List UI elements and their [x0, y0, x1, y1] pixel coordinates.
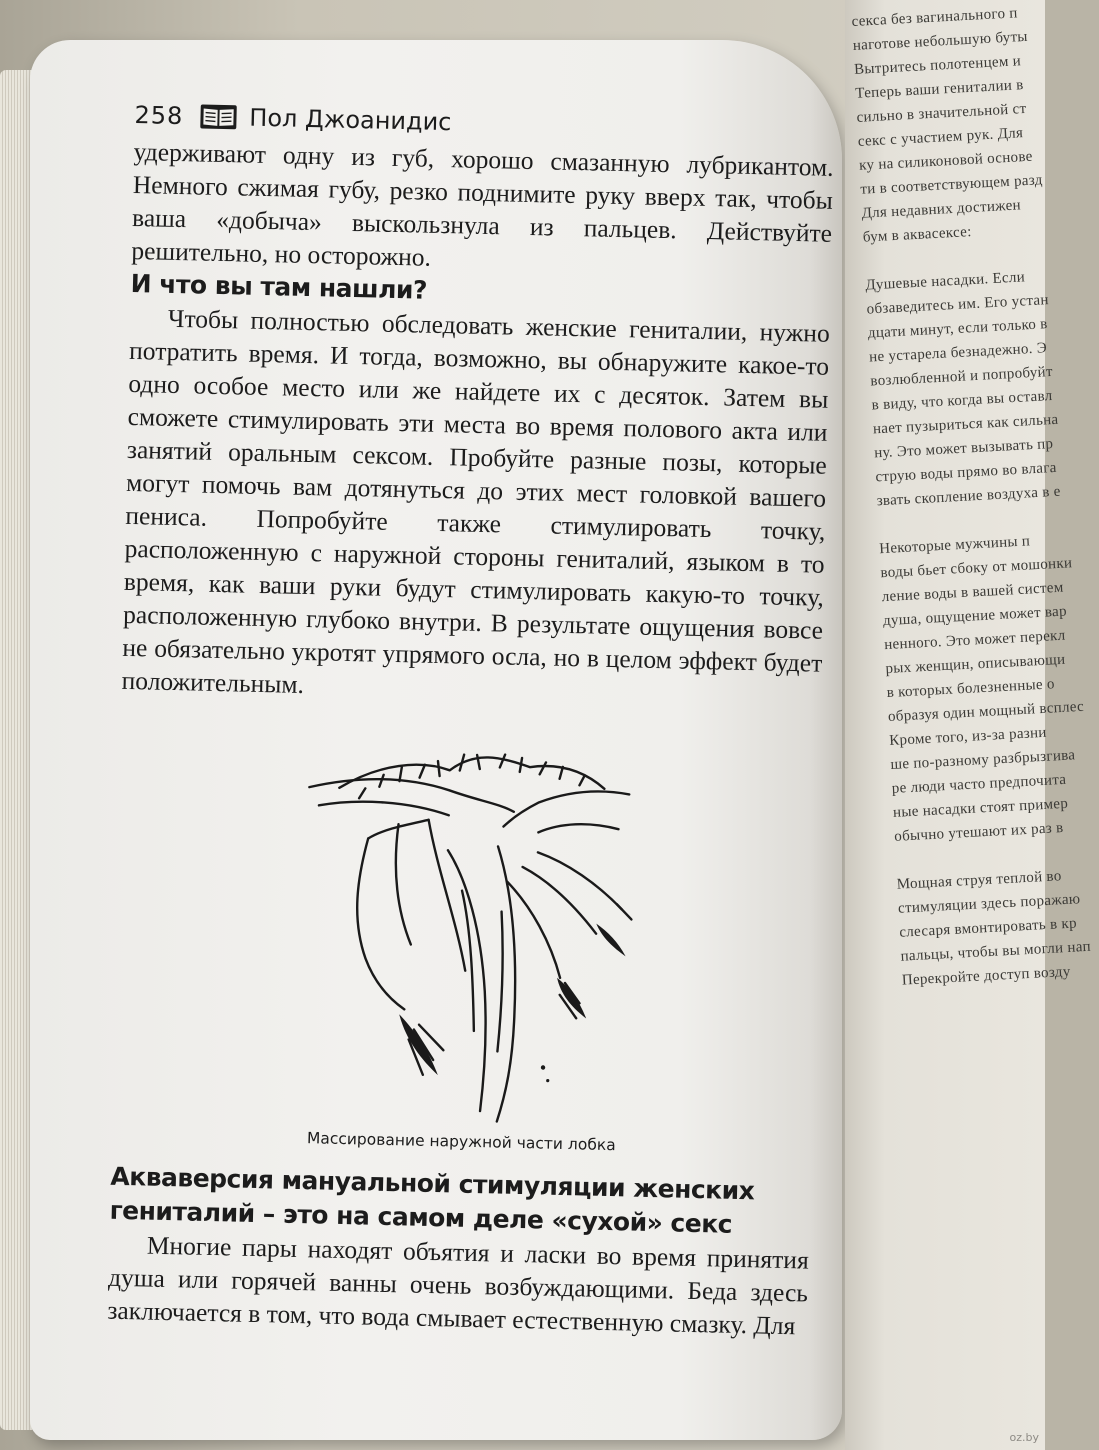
facing-line: секса без вагинального п — [851, 5, 1019, 30]
section-paragraph-found: Чтобы полностью обследовать женские гениталии, нужно потратить время. И тогда, возможно, вы обнаружите какое-то одно особое место или же найдете их с десяток. Затем вы сможете стимулировать эти места во время полового акта или занятий оральным сексом. Пробуйте разные позы, которые могут помочь вам дотянуться до этих мест головкой вашего пениса. Попробуйте также стимулировать точку, расположенную с наружной стороны гениталий, языком в то время, как ваши руки будут стимулировать какую-то точку, расположенную глубоко внутри. В результате ощущения вовсе не обязательно укротят упрямого осла, но в целом эффект будет положительным. — [121, 303, 831, 699]
facing-line: сильно в значительной ст — [856, 100, 1027, 126]
facing-line: Перекройте доступ возду — [901, 963, 1071, 989]
facing-line: Некоторые мужчины п — [878, 533, 1031, 558]
facing-line: Кроме того, из-за разни — [888, 724, 1048, 749]
facing-line: ку на силиконовой основе — [858, 148, 1034, 174]
facing-line: нает пузыриться как сильна — [872, 411, 1059, 438]
facing-page-text — [851, 0, 1092, 993]
book-logo-icon — [199, 103, 238, 130]
section-paragraph-aqua: Многие пары находят объятия и ласки во время принятия душа или горячей ванны очень возбуждающими. Беда здесь заключается в том, что вода смывает естественную смазку. Для — [107, 1230, 810, 1341]
line-drawing-hand-illustration — [292, 727, 641, 1135]
facing-line: возлюбленной и попробуйт — [870, 363, 1054, 390]
watermark: oz.by — [1009, 1431, 1039, 1444]
facing-line: рых женщин, описывающи — [885, 651, 1066, 678]
facing-line: воды бьет сбоку от мошонки — [880, 555, 1073, 582]
facing-line: слесаря вмонтировать в кр — [898, 915, 1078, 941]
continued-paragraph: удерживают одну из губ, хорошо смазанную лубрикантом. Немного сжимая губу, резко поднимите руку вверх так, чтобы ваша «добыча» выскользнула из пальцев. Действуйте решительно, но осторожно. — [131, 136, 834, 272]
facing-line: в которых болезненные о — [886, 676, 1056, 702]
facing-line: наготове небольшую буты — [852, 28, 1029, 54]
facing-line: стимуляции здесь поражаю — [897, 891, 1081, 917]
facing-line: обычно утешают их раз в — [893, 820, 1064, 845]
facing-line: ре люди часто предпочита — [891, 771, 1067, 797]
facing-line: Теперь ваши гениталии в — [854, 77, 1024, 102]
facing-line: секс с участием рук. Для — [857, 125, 1024, 150]
facing-page — [845, 0, 1092, 1450]
facing-line: ление воды в вашей систем — [881, 579, 1064, 606]
facing-line: Вытритесь полотенцем и — [853, 53, 1022, 78]
facing-line: ненного. Это может перекл — [883, 627, 1066, 654]
facing-line: образуя один мощный всплес — [887, 698, 1085, 726]
facing-line: струю воды прямо во влага — [875, 459, 1058, 486]
section-heading-found: И что вы там нашли? — [130, 268, 428, 305]
facing-line: звать скопление воздуха в е — [876, 483, 1062, 510]
section-heading-aqua: Акваверсия мануальной стимуляции женских гениталий – это на самом деле «сухой» секс — [109, 1161, 755, 1239]
facing-line: ти в соответствующем разд — [860, 172, 1044, 198]
facing-line: ше по-разному разбрызгива — [890, 747, 1076, 773]
facing-line: душа, ощущение может вар — [882, 603, 1068, 630]
facing-line: дцати минут, если только в — [867, 316, 1048, 342]
facing-line: Мощная струя теплой во — [896, 868, 1062, 893]
page-content — [107, 95, 835, 1343]
facing-line: Для недавних достижен — [861, 197, 1022, 222]
left-page — [30, 40, 842, 1440]
facing-line: ные насадки стоят пример — [892, 795, 1069, 821]
facing-line: не устарела безнадежно. Э — [868, 340, 1048, 366]
page-number: 258 — [134, 100, 184, 131]
facing-line: бум в аквасексе: — [862, 224, 973, 246]
facing-line: в виду, что когда вы оставл — [871, 387, 1053, 414]
facing-line: ну. Это может вызывать пр — [873, 436, 1054, 462]
facing-line: обзаведитесь им. Его устан — [866, 292, 1050, 318]
figure — [111, 705, 821, 1176]
facing-line: пальцы, чтобы вы могли нап — [900, 938, 1092, 965]
facing-line: Душевые насадки. Если — [865, 269, 1026, 294]
author-name: Пол Джоанидис — [249, 103, 452, 137]
figure-caption: Массирование наружной части лобка — [306, 1129, 616, 1155]
